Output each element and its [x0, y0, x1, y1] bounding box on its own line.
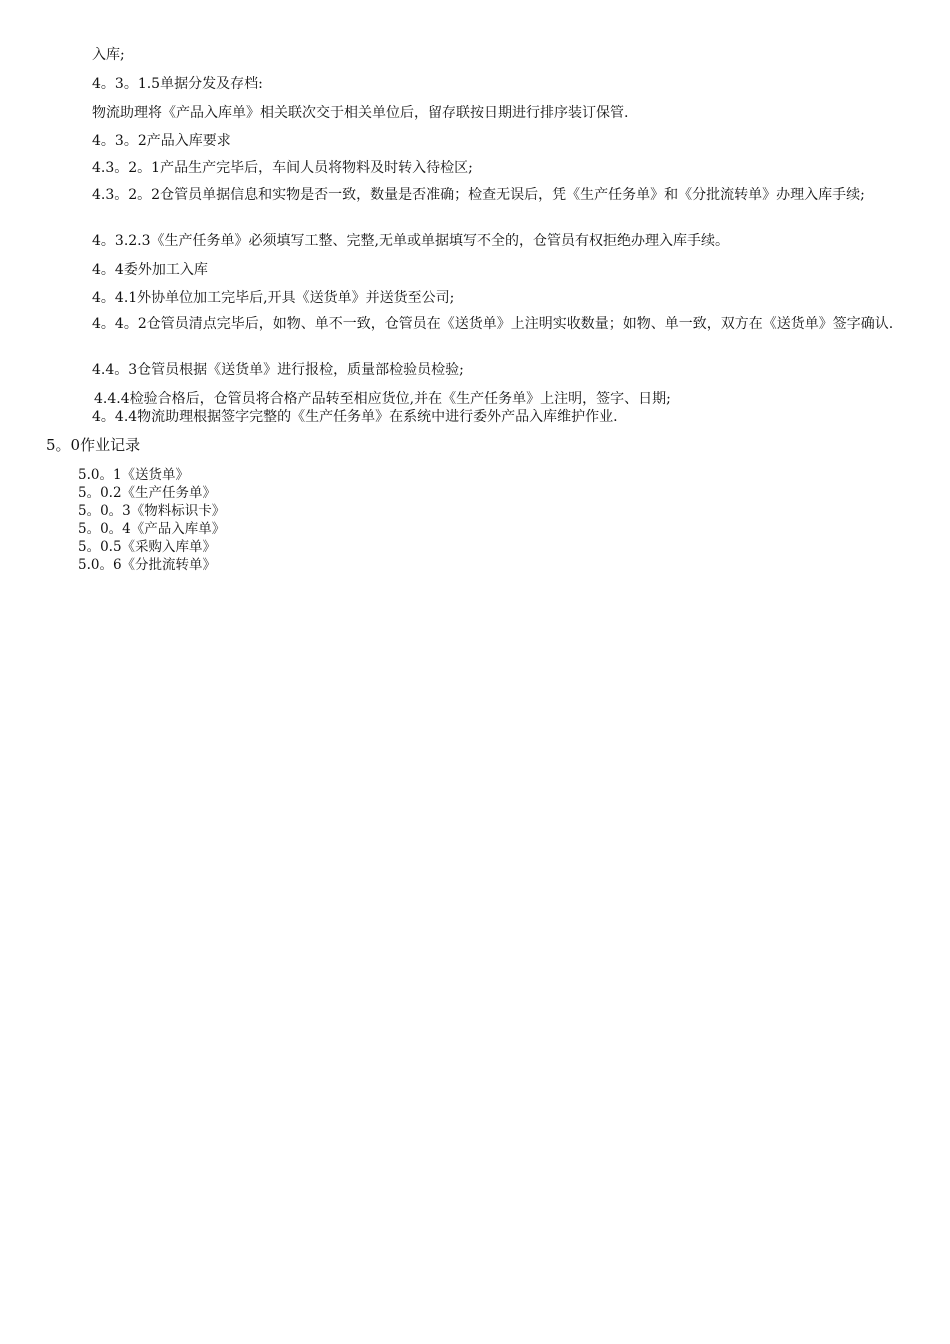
- text-line: 入库;: [92, 47, 125, 63]
- record-item: 5。0.5《采购入库单》: [78, 539, 217, 555]
- text-line: 4。4.4物流助理根据签字完整的《生产任务单》在系统中进行委外产品入库维护作业.: [92, 409, 618, 425]
- text-line: 4.3。2。1产品生产完毕后，车间人员将物料及时转入待检区;: [92, 160, 473, 176]
- text-paragraph: 4。4。2仓管员清点完毕后，如物、单不一致，仓管员在《送货单》上注明实收数量；如物、单一致，双方在《送货单》签字确认.: [92, 316, 894, 332]
- text-line: 4.4.4检验合格后，仓管员将合格产品转至相应货位,并在《生产任务单》上注明，签字、日期;: [94, 391, 671, 407]
- text-line: 4.4。3仓管员根据《送货单》进行报检，质量部检验员检验;: [92, 362, 464, 378]
- record-item: 5.0。1《送货单》: [78, 467, 190, 483]
- record-item: 5。0。4《产品入库单》: [78, 521, 226, 537]
- text-line: 4。3。2产品入库要求: [92, 133, 231, 149]
- record-item: 5。0.2《生产任务单》: [78, 485, 217, 501]
- record-item: 5.0。6《分批流转单》: [78, 557, 217, 573]
- text-line: 4。4委外加工入库: [92, 262, 208, 278]
- text-paragraph: 4.3。2。2仓管员单据信息和实物是否一致，数量是否准确；检查无误后，凭《生产任务单》和《分批流转单》办理入库手续;: [92, 187, 865, 203]
- section-heading: 5。0作业记录: [46, 436, 141, 454]
- text-line: 4。4.1外协单位加工完毕后,开具《送货单》并送货至公司;: [92, 290, 455, 306]
- text-line: 4。3。1.5单据分发及存档:: [92, 76, 263, 92]
- text-line: 物流助理将《产品入库单》相关联次交于相关单位后，留存联按日期进行排序装订保管.: [92, 105, 629, 121]
- text-line: 4。3.2.3《生产任务单》必须填写工整、完整,无单或单据填写不全的，仓管员有权拒绝办理入库手续。: [92, 233, 729, 249]
- record-item: 5。0。3《物料标识卡》: [78, 503, 226, 519]
